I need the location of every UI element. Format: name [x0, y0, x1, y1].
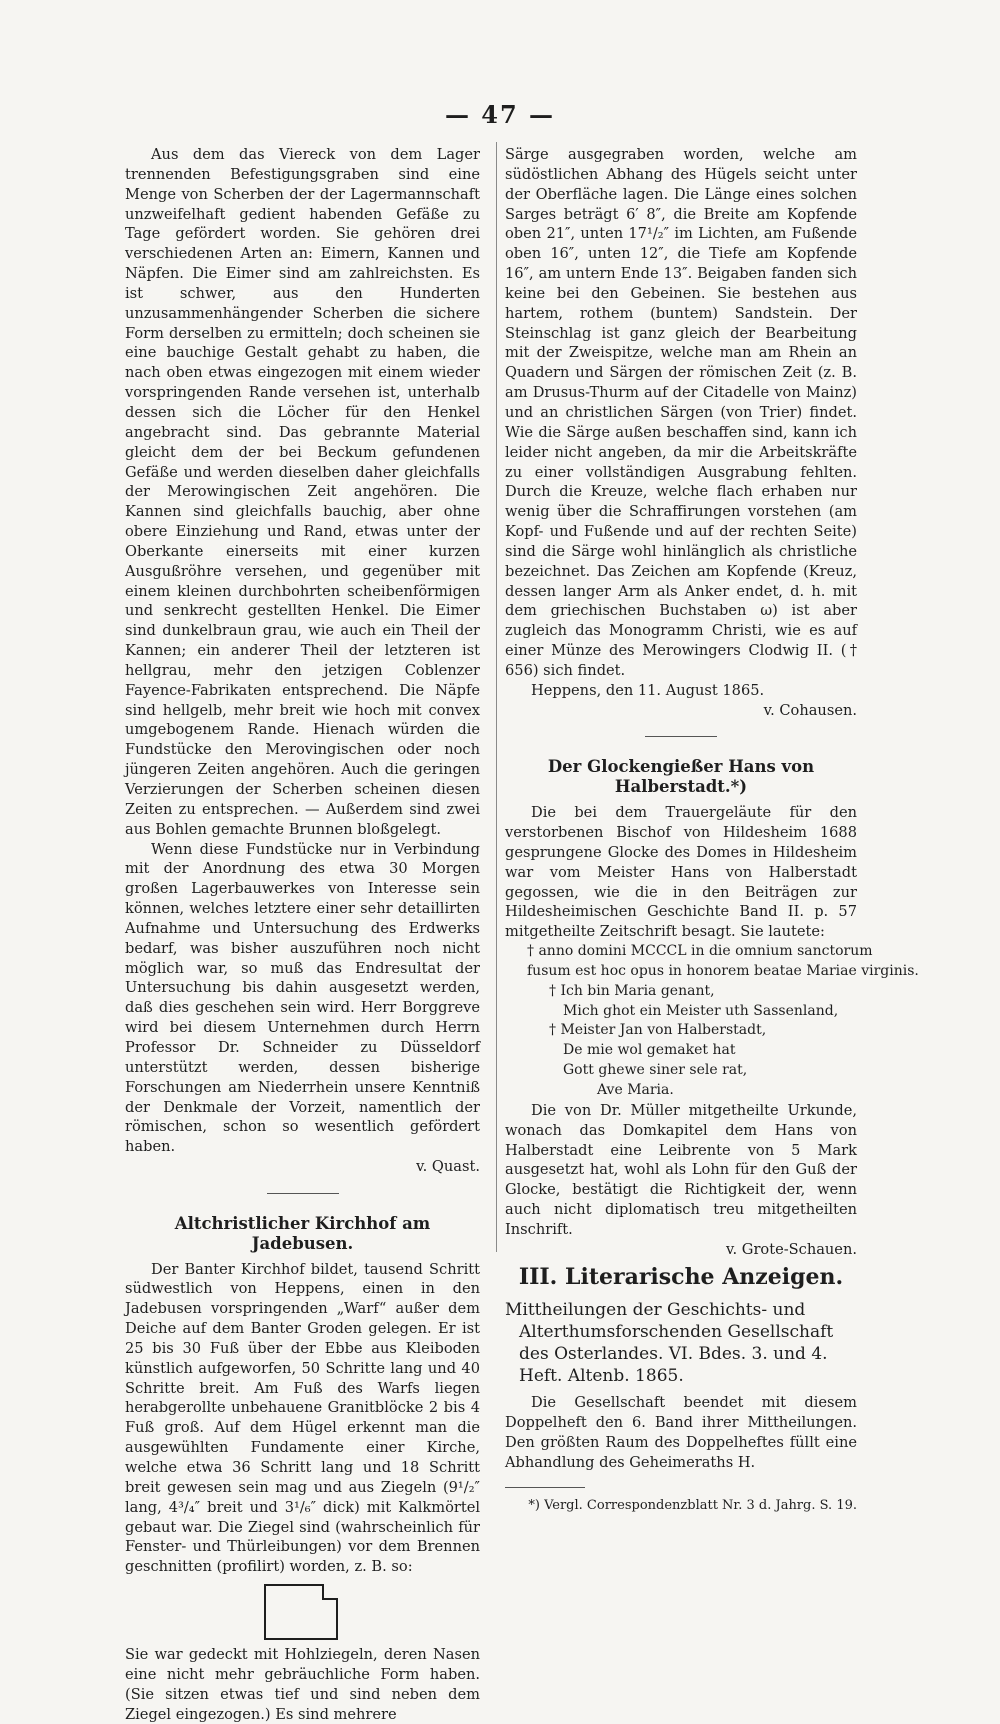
dateline: Heppens, den 11. August 1865.: [531, 681, 765, 699]
left-column: [125, 145, 480, 1724]
inscription-line: De mie wol gemaket hat: [563, 1042, 736, 1059]
inscription-line: fusum est hoc opus in honorem beatae Mariae virginis.: [527, 962, 919, 979]
signature: v. Quast.: [416, 1158, 480, 1176]
footnote: *) Vergl. Correspondenzblatt Nr. 3 d. Jahrg. S. 19.: [528, 1497, 857, 1513]
paragraph: Aus dem das Viereck von dem Lager trennenden Befestigungsgraben sind eine Menge von Scherben der der Lagermannschaft unzweifelhaft gedient habenden Gefäße zu Tage gefördert worden. Sie gehören drei verschiedenen Arten an: Eimern, Kannen und Näpfen. Die Eimer sind am zahlreichsten. Es ist schwer, aus den Hunderten unzusammenhängender Scherben die sichere Form derselben zu ermitteln; doch scheinen sie eine bauchige Gestalt gehabt zu haben, die nach oben etwas eingezogen mit einem wieder vorspringenden Rande versehen ist, unterhalb dessen sich die Löcher für den Henkel angebracht sind. Das gebrannte Material gleicht dem der bei Beckum gefundenen Gefäße und werden dieselben daher gleichfalls der Merowingischen Zeit angehören. Die Kannen sind gleichfalls bauchig, aber ohne obere Einziehung und Rand, etwas unter der Oberkante einerseits mit einer kurzen Ausgußröhre versehen, und gegenüber mit einem kleinen durchbohrten scheibenförmigen und senkrecht gestellten Henkel. Die Eimer sind dunkelbraun grau, wie auch ein Theil der Kannen; ein anderer Theil der letzteren ist hellgrau, mehr den jetzigen Coblenzer Fayence-Fabrikaten entsprechend. Die Näpfe sind hellgelb, mehr breit wie hoch mit convex umgebogenem Rande. Hienach würden die Fundstücke den Merovingischen oder noch jüngeren Zeiten angehören. Auch die geringen Verzierungen der Scherben scheinen diesen Zeiten zu entsprechen. — Außerdem sind zwei aus Bohlen gemachte Brunnen bloßgelegt.: [125, 146, 480, 838]
inscription-line: Gott ghewe siner sele rat,: [563, 1062, 748, 1079]
inscription-line: † Ich bin Maria genant,: [549, 982, 715, 999]
paragraph: Die von Dr. Müller mitgetheilte Urkunde, wonach das Domkapitel dem Hans von Halberstadt eine Leibrente von 5 Mark ausgesetzt hat, wohl als Lohn für den Guß der Glocke, bestätigt die Richtigkeit der, wenn auch nicht diplomatisch treu mitgetheilten Inschrift.: [505, 1101, 857, 1238]
paragraph: Särge ausgegraben worden, welche am südöstlichen Abhang des Hügels seicht unter der Oberfläche lagen. Die Länge eines solchen Sarges beträgt 6′ 8″, die Breite am Kopfende oben 21″, unten 17¹/₂″ im Lichten, am Fußende oben 16″, unten 12″, die Tiefe am Kopfende 16″, am untern Ende 13″. Beigaben fanden sich keine bei den Gebeinen. Sie bestehen aus hartem, rothem (buntem) Sandstein. Der Steinschlag ist ganz gleich der Bearbeitung mit der Zweispitze, welche man am Rhein an Quadern und Särgen der römischen Zeit (z. B. am Drusus-Thurm auf der Citadelle von Mainz) und an christlichen Särgen (von Trier) findet. Wie die Särge außen beschaffen sind, kann ich leider nicht angeben, da mir die Arbeitskräfte zu einer vollständigen Ausgrabung fehlten. Durch die Kreuze, welche flach erhaben nur wenig über die Schraffirungen vorstehen (am Kopf- und Fußende und auf der rechten Seite) sind die Särge wohl hinlänglich als christliche bezeichnet. Das Zeichen am Kopfende (Kreuz, dessen langer Arm als Anker endet, d. h. mit dem griechischen Buchstaben ω) ist aber zugleich das Monogramm Christi, wie es auf einer Münze des Merowingers Clodwig II. († 656) sich findet.: [505, 146, 857, 679]
paragraph: Wenn diese Fundstücke nur in Verbindung mit der Anordnung des etwa 30 Morgen großen Lagerbauwerkes von Interesse sein können, welches letztere einer sehr detaillirten Aufnahme und Untersuchung des Erdwerks bedarf, was bisher auszuführen noch nicht möglich war, so muß das Endresultat der Untersuchung bis dahin ausgesetzt werden, daß dies geschehen sein wird. Herr Borggreve wird bei diesem Unternehmen durch Herrn Professor Dr. Schneider zu Düsseldorf unterstützt werden, dessen bisherige Forschungen am Niederrhein unsere Kenntniß der Denkmale der Vorzeit, namentlich der römischen, schon so wesentlich gefördert haben.: [125, 840, 480, 1156]
inscription-line: Ave Maria.: [597, 1081, 674, 1098]
book-title: Mittheilungen der Geschichts- und Alterthumsforschenden Gesellschaft des Osterlandes. VI. Bdes. 3. und 4. Heft. Altenb. 1865.: [505, 1300, 834, 1387]
brick-profile-figure: [125, 1581, 485, 1643]
article-heading: Der Glockengießer Hans von Halberstadt.*): [547, 757, 815, 797]
section-divider: [267, 1193, 339, 1194]
brick-profile-drawing: [125, 1581, 485, 1643]
signature: v. Cohausen.: [763, 701, 857, 719]
article-heading: Altchristlicher Kirchhof am Jadebusen.: [174, 1213, 431, 1253]
inscription-line: † Meister Jan von Halberstadt,: [549, 1022, 767, 1039]
section-divider: [645, 736, 717, 737]
paragraph: Der Banter Kirchhof bildet, tausend Schritt südwestlich von Heppens, einen in den Jadebusen vorspringenden „Warf“ außer dem Deiche auf dem Banter Groden gelegen. Er ist 25 bis 30 Fuß über der Ebbe aus Kleiboden künstlich aufgeworfen, 50 Schritte lang und 40 Schritte breit. Am Fuß des Warfs liegen herabgerollte unbehauene Granitblöcke 2 bis 4 Fuß groß. Auf dem Hügel erkennt man die ausgewühlten Fundamente einer Kirche, welche etwa 36 Schritt lang und 18 Schritt breit gewesen sein mag und aus Ziegeln (9¹/₂″ lang, 4³/₄″ breit und 3¹/₆″ dick) mit Kalkmörtel gebaut war. Die Ziegel sind (wahrscheinlich für Fenster- und Thürleibungen) vor dem Brennen geschnitten (profilirt) worden, z. B. so:: [125, 1260, 480, 1576]
inscription-line: Mich ghot ein Meister uth Sassenland,: [563, 1002, 839, 1019]
paragraph: Die bei dem Trauergeläute für den verstorbenen Bischof von Hildesheim 1688 gesprungene Glocke des Domes in Hildesheim war vom Meister Hans von Halberstadt gegossen, wie die in den Beiträgen zur Hildesheimischen Geschichte Band II. p. 57 mitgetheilte Zeitschrift besagt. Sie lautete:: [505, 804, 857, 941]
footnote-rule: [505, 1487, 585, 1488]
signature: v. Grote-Schauen.: [726, 1240, 857, 1258]
right-column: [505, 145, 919, 1516]
page-number: — 47 —: [444, 100, 556, 129]
bell-inscription: [505, 942, 919, 1101]
paragraph: Sie war gedeckt mit Hohlziegeln, deren Nasen eine nicht mehr gebräuchliche Form haben. (Sie sitzen etwas tief und sind neben dem Ziegel eingezogen.) Es sind mehrere: [125, 1646, 480, 1723]
inscription-line: † anno domini MCCCL in die omnium sanctorum: [527, 943, 873, 960]
section-heading: III. Literarische Anzeigen.: [518, 1263, 844, 1290]
paragraph: Die Gesellschaft beendet mit diesem Doppelheft den 6. Band ihrer Mittheilungen. Den größten Raum des Doppelheftes füllt eine Abhandlung des Geheimeraths H.: [505, 1394, 857, 1471]
column-rule: [496, 142, 497, 1252]
